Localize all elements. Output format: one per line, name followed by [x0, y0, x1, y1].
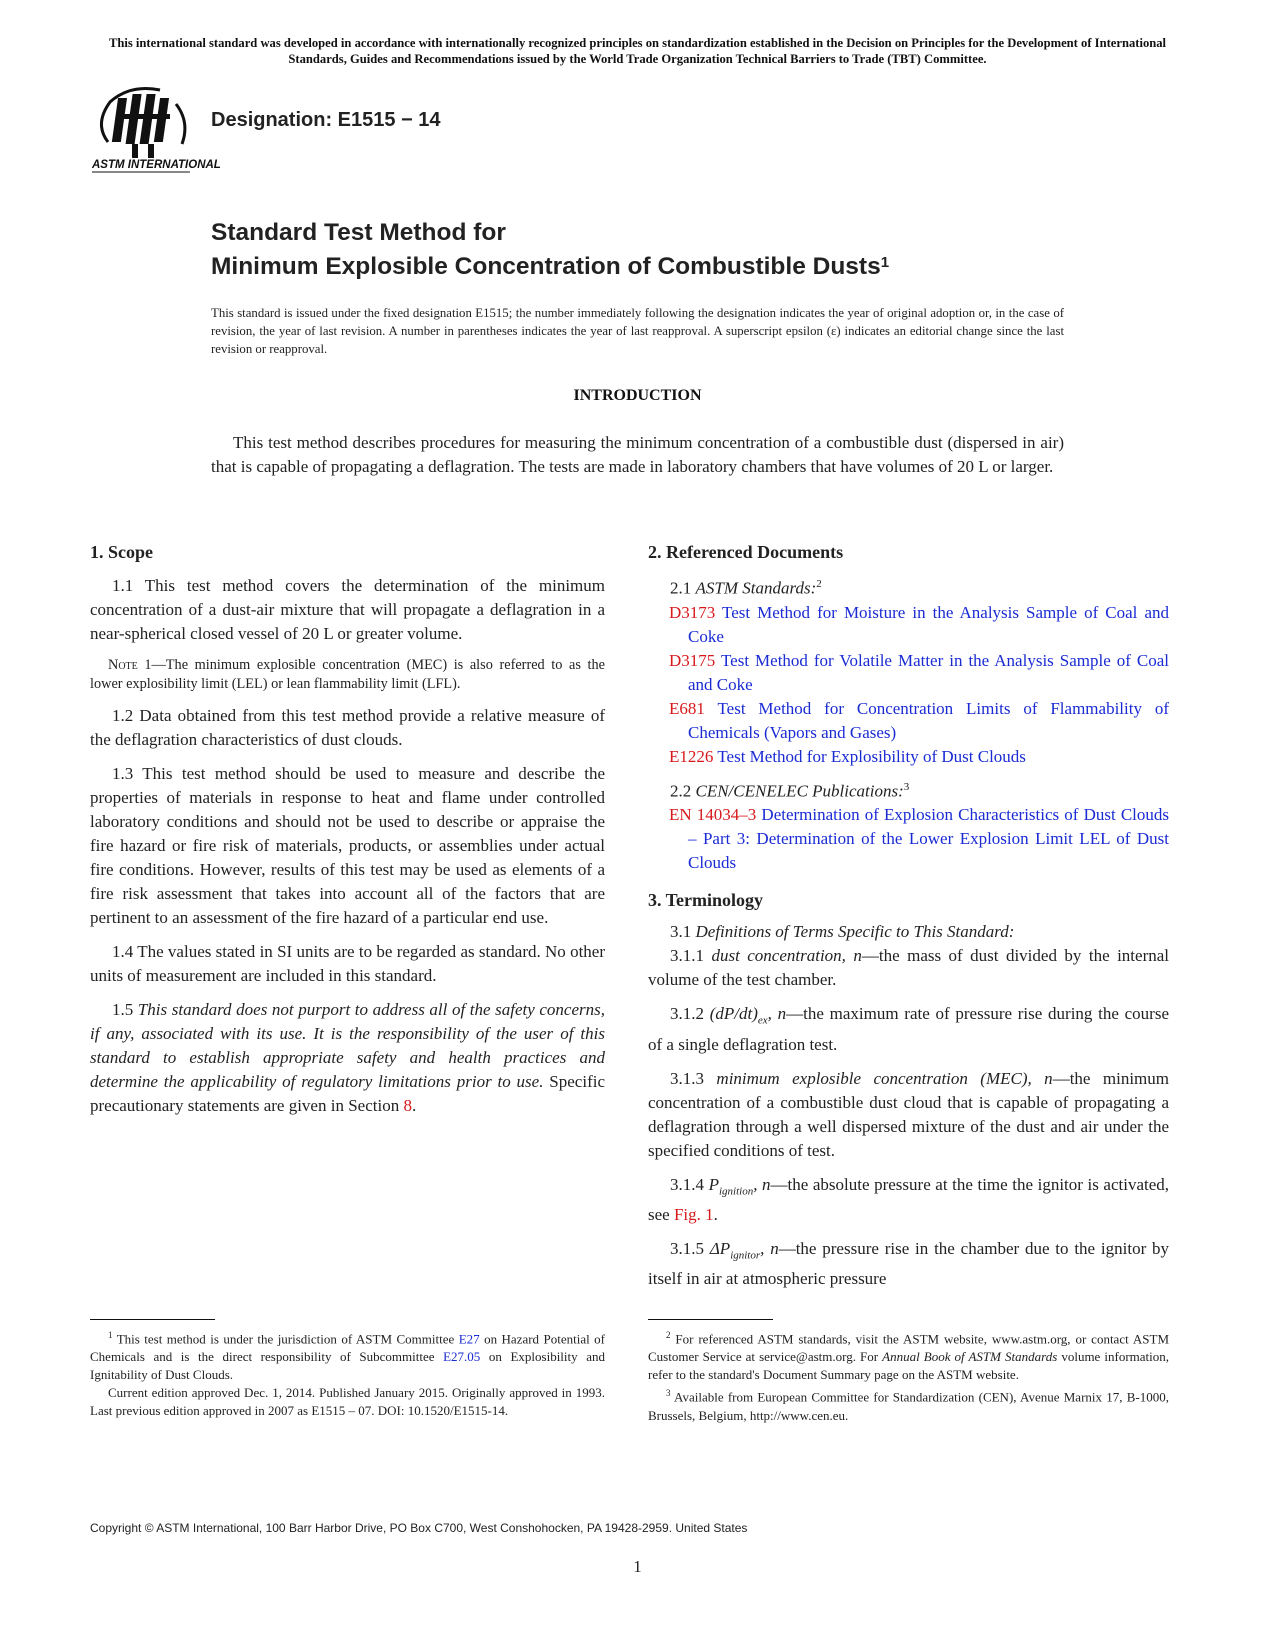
section-1-5-num: 1.5 — [112, 1000, 138, 1019]
e27-05-link[interactable]: E27.05 — [443, 1349, 481, 1365]
section-3-1-3-term: minimum explosible concentration (MEC), n — [716, 1068, 1053, 1088]
ref-title-d3175[interactable]: Test Method for Volatile Matter in the Analysis Sample of Coal and Coke — [688, 650, 1169, 694]
right-column — [648, 540, 1169, 1291]
ref-code-d3175[interactable]: D3175 — [669, 650, 716, 670]
section-3-1-2-sub: ex — [757, 1014, 768, 1027]
cen-publications-label — [648, 775, 1169, 804]
ref-title-e1226[interactable]: Test Method for Explosibility of Dust Clouds — [713, 746, 1026, 766]
note-1 — [90, 656, 605, 694]
footnote-2-mark: 2 — [666, 1330, 671, 1340]
note-text: 1—The minimum explosible concentration (MEC) is also referred to as the lower explosibility limit (LEL) or lean flammability limit (LFL). — [90, 657, 605, 692]
section-3-1-2-text: —the maximum rate of pressure rise during the course of a single deflagration test. — [648, 1004, 1170, 1054]
section-3-1-3 — [648, 1067, 1169, 1163]
astm-logo — [90, 84, 221, 184]
fig-1-link[interactable]: Fig. 1 — [673, 1205, 714, 1225]
section-1-5 — [90, 998, 605, 1118]
introduction-text: This test method describes procedures for measuring the minimum concentration of a combustible dust (dispersed in air) that is capable of propagating a deflagration. The tests are made in laboratory chambers that have volumes of 20 L or larger. — [211, 433, 1064, 476]
astm-standards-num: 2.1 — [670, 578, 696, 598]
section-3-1-4-end: . — [713, 1205, 718, 1225]
section-3-1-4-num: 3.1.4 — [670, 1174, 709, 1194]
footnote-1-mark: 1 — [108, 1330, 113, 1340]
footnotes-left — [90, 1326, 605, 1420]
footnote-2-italic: Annual Book of ASTM Standards — [882, 1349, 1058, 1365]
section-3-1-4-comma: , n — [753, 1174, 771, 1194]
ref-code-d3173[interactable]: D3173 — [669, 602, 716, 622]
section-1-5-rest: Specific precautionary statements are given in Section — [90, 1072, 605, 1115]
section-3-1-1-num: 3.1.1 — [670, 946, 712, 966]
footnote-1 — [90, 1326, 605, 1384]
section-3-1-text: Definitions of Terms Specific to This Standard: — [695, 922, 1015, 942]
ref-en-14034-3 — [648, 803, 1169, 875]
footnote-1-c: on Explosibility and Ignitability of Dust Clouds. — [90, 1349, 605, 1383]
section-1-4: 1.4 The values stated in SI units are to be regarded as standard. No other units of measurement are included in this standard. — [90, 942, 605, 985]
section-3-1-2-num: 3.1.2 — [670, 1004, 710, 1024]
footnote-rule-left — [90, 1319, 215, 1320]
section-3-1-1 — [648, 944, 1169, 992]
section-3-1-5-num: 3.1.5 — [670, 1239, 710, 1259]
document-title — [211, 216, 1111, 284]
cen-publications-footnote[interactable]: 3 — [903, 780, 910, 793]
top-notice: This international standard was developed in accordance with internationally recognized principles on standardization established in the Decision on Principles for the Development of International Standards, Guides and Recommendations issued by the World Trade Organization Technical Barriers to Trade (TBT) Committee. — [108, 36, 1167, 66]
footnote-1-a: This test method is under the jurisdiction of ASTM Committee — [112, 1331, 459, 1347]
ref-e681 — [648, 697, 1169, 745]
section-3-1-4-text: —the absolute pressure at the time the ignitor is activated, see — [648, 1174, 1170, 1225]
referenced-documents-heading: 2. Referenced Documents — [648, 542, 844, 562]
footnote-2-a: For referenced ASTM standards, visit the ASTM website, www.astm.org, or contact ASTM Customer Service at service@astm.org. For — [648, 1331, 1169, 1365]
ref-title-en-14034-3[interactable]: Determination of Explosion Characteristics of Dust Clouds – Part 3: Determination of the Lower Explosion Limit LEL of Dust Clouds — [688, 805, 1169, 873]
copyright: Copyright © ASTM International, 100 Barr Harbor Drive, PO Box C700, West Conshohocken, PA 19428-2959. United States — [90, 1521, 748, 1535]
footnote-2-b: volume information, refer to the standard's Document Summary page on the ASTM website. — [648, 1349, 1170, 1383]
footnote-1-b: on Hazard Potential of Chemicals and is the direct responsibility of Subcommittee — [90, 1331, 605, 1365]
section-1-1: 1.1 This test method covers the determination of the minimum concentration of a dust-air mixture that will propagate a deflagration in a near-spherical closed vessel of 20 L or greater volume. — [90, 576, 605, 643]
note-label: Note — [108, 657, 138, 673]
designation: Designation: E1515 − 14 — [211, 109, 441, 131]
footnote-1-edition: Current edition approved Dec. 1, 2014. Published January 2015. Originally approved in 1993. Last previous edition approved in 2007 as E1515 – 07. DOI: 10.1520/E1515-14. — [90, 1385, 605, 1419]
ref-code-e681[interactable]: E681 — [669, 698, 705, 718]
section-1-3: 1.3 This test method should be used to measure and describe the properties of materials in response to heat and flame under controlled laboratory conditions and should not be used to describe or appraise the fire hazard or fire risk of materials, products, or assemblies under actual fire conditions. However, results of this test may be used as elements of a fire risk assessment that takes into account all of the factors that are pertinent to an assessment of the fire hazard of a particular end use. — [90, 764, 605, 927]
cen-publications-num: 2.2 — [670, 781, 696, 801]
issue-note: This standard is issued under the fixed designation E1515; the number immediately following the designation indicates the year of original adoption or, in the case of revision, the year of last revision. A number in parentheses indicates the year of last reapproval. A superscript epsilon (ε) indicates an editorial change since the last revision or reapproval. — [211, 306, 1064, 356]
section-3-1-5-sub: ignitor — [730, 1249, 761, 1262]
section-3-1-1-term: dust concentration, n — [711, 946, 862, 966]
section-3-1-5-text: —the pressure rise in the chamber due to the ignitor by itself in air at atmospheric pressure — [648, 1239, 1170, 1289]
introduction-heading: INTRODUCTION — [573, 387, 702, 404]
section-1-5-end: . — [411, 1096, 417, 1115]
cen-publications-text: CEN/CENELEC Publications: — [695, 781, 904, 801]
ref-title-d3173[interactable]: Test Method for Moisture in the Analysis Sample of Coal and Coke — [688, 602, 1169, 646]
astm-standards-footnote[interactable]: 2 — [816, 578, 822, 590]
left-column — [90, 540, 605, 1128]
section-3-1-4-term: P — [708, 1174, 719, 1194]
section-3-1-1-text: —the mass of dust divided by the internal volume of the test chamber. — [648, 946, 1169, 990]
ref-title-e681[interactable]: Test Method for Concentration Limits of Flammability of Chemicals (Vapors and Gases) — [688, 698, 1169, 742]
ref-code-e1226[interactable]: E1226 — [669, 746, 714, 766]
section-3-1-2 — [648, 1002, 1169, 1056]
astm-standards-text: ASTM Standards: — [695, 578, 817, 598]
logo-text: ASTM INTERNATIONAL — [92, 159, 221, 171]
section-3-1-4 — [648, 1173, 1169, 1227]
title-footnote-mark[interactable]: 1 — [880, 254, 890, 271]
ref-d3173 — [648, 601, 1169, 649]
section-3-1-5 — [648, 1237, 1169, 1291]
section-3-1-5-term: ΔP — [709, 1239, 731, 1259]
terminology-heading: 3. Terminology — [648, 890, 764, 911]
ref-e1226 — [648, 745, 1169, 769]
ref-d3175 — [648, 649, 1169, 697]
section-3-1-2-comma: , n — [767, 1004, 787, 1024]
footnote-3-mark: 3 — [666, 1388, 671, 1399]
scope-heading: 1. Scope — [90, 542, 153, 562]
section-8-link[interactable]: 8 — [403, 1096, 412, 1115]
section-3-1-5-comma: , n — [760, 1239, 779, 1259]
e27-link[interactable]: E27 — [458, 1331, 480, 1347]
section-1-2: 1.2 Data obtained from this test method provide a relative measure of the deflagration characteristics of dust clouds. — [90, 706, 605, 749]
section-3-1-3-num: 3.1.3 — [670, 1068, 717, 1088]
section-1-5-safety: This standard does not purport to address all of the safety concerns, if any, associated with its use. It is the responsibility of the user of this standard to establish appropriate safety and health practices and determine the applicability of regulatory limitations prior to use. — [90, 1000, 605, 1091]
title-line-2-text: Minimum Explosible Concentration of Combustible Dusts — [211, 253, 881, 280]
section-3-1 — [648, 920, 1169, 944]
title-line-2 — [211, 250, 1111, 284]
section-3-1-4-sub: ignition — [718, 1185, 754, 1198]
section-3-1-num: 3.1 — [670, 922, 696, 942]
footnotes-right — [648, 1326, 1169, 1425]
footnote-2 — [648, 1326, 1169, 1384]
footnote-3 — [648, 1384, 1169, 1424]
title-line-1: Standard Test Method for — [211, 219, 506, 246]
page-number: 1 — [633, 1557, 642, 1576]
section-3-1-3-text: —the minimum concentration of a combustible dust cloud that is capable of propagating a deflagration through a well dispersed mixture of the dust and air under the specified conditions of test. — [648, 1068, 1169, 1160]
section-3-1-2-term: (dP/dt) — [709, 1004, 758, 1024]
footnote-3-text: Available from European Committee for Standardization (CEN), Avenue Marnix 17, B-1000, Brussels, Belgium, http://www.cen.eu. — [648, 1389, 1169, 1423]
astm-standards-label — [648, 572, 1169, 601]
footnote-rule-right — [648, 1319, 773, 1320]
ref-code-en-14034-3[interactable]: EN 14034–3 — [669, 805, 757, 825]
